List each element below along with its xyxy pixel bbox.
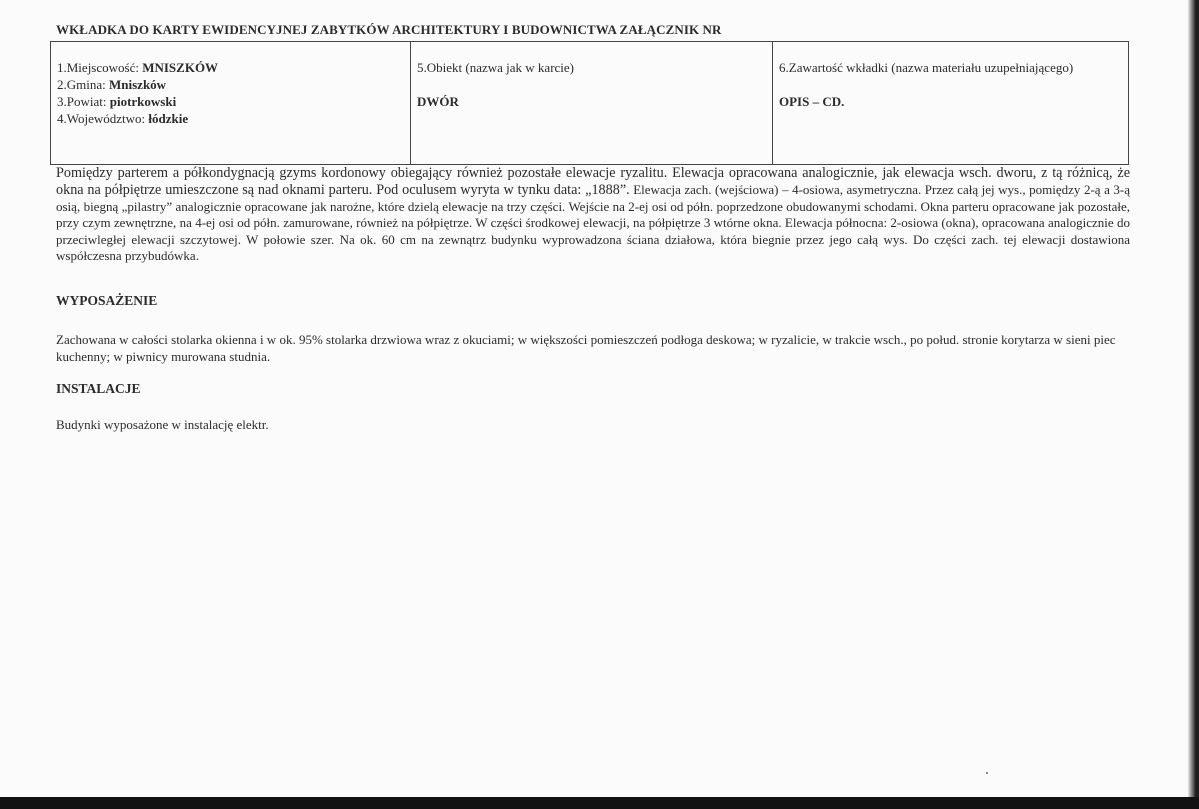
county-value: piotrkowski <box>109 94 177 109</box>
description-lead: Pomiędzy parterem a półkondygnacją gzyms kordonowy obiegający również pozostałe elewacje ryzalitu. Elewacja opracowana analogicznie, jak elewacja wsch. dworu, z tą różnicą, że okna na półpiętrze umieszczone są nad oknami parteru. Pod oculusem wyryta w tynku data: „1888”. <box>56 165 1130 198</box>
commune-label: 2.Gmina: <box>57 77 109 92</box>
info-table <box>50 42 1129 165</box>
installations-heading: INSTALACJE <box>56 381 141 396</box>
description-paragraph <box>56 165 1130 265</box>
voivodeship-value: łódzkie <box>148 111 189 126</box>
scan-edge-right <box>1188 0 1199 809</box>
contents-value: OPIS – CD. <box>779 94 845 109</box>
commune-value: Mniszków <box>109 77 167 92</box>
county-label: 3.Powiat: <box>57 94 110 109</box>
commune-line <box>57 76 410 93</box>
equipment-heading: WYPOSAŻENIE <box>56 293 158 308</box>
object-value: DWÓR <box>417 94 459 109</box>
object-label: 5.Obiekt (nazwa jak w karcie) <box>417 60 575 75</box>
voivodeship-label: 4.Województwo: <box>57 111 149 126</box>
locality-value: MNISZKÓW <box>142 60 219 75</box>
locality-label: 1.Miejscowość: <box>57 60 143 75</box>
contents-cell <box>773 42 1128 164</box>
description-rest: Elewacja zach. (wejściowa) – 4-osiowa, asymetryczna. Przez całą jej wys., pomiędzy 2-ą a 3-ą osią, biegną „pilastry” analogicznie opracowane jak narożne, które dzielą elewacje na trzy części. Wejście na 2-ej osi od półn. poprzedzone obudowanymi schodami. Okna parteru opracowane jak pozostałe, przy czym zewnętrzne, na 4-ej osi od półn. zamurowane, również na półpiętrze. W części środkowej elewacji, na półpiętrze 3 wtórne okna. Elewacja północna: 2-osiowa (okna), opracowana analogicznie do przeciwległej elewacji szczytowej. W połowie szer. Na ok. 60 cm na zewnątrz budynku wyprowadzona ściana działowa, która biegnie przez jego całą wys. Do części zach. tej elewacji dostawiona współczesna przybudówka. <box>56 182 1130 264</box>
location-cell <box>51 42 411 164</box>
scan-edge-bottom <box>0 797 1199 809</box>
contents-label: 6.Zawartość wkładki (nazwa materiału uzupełniającego) <box>779 60 1074 75</box>
installations-text: Budynki wyposażone w instalację elektr. <box>56 417 269 432</box>
object-cell <box>411 42 773 164</box>
equipment-text: Zachowana w całości stolarka okienna i w ok. 95% stolarka drzwiowa wraz z okuciami; w większości pomieszczeń podłoga deskowa; w ryzalicie, w trakcie wsch., po połud. stronie korytarza w sieni piec kuchenny; w piwnicy murowana studnia. <box>56 332 1116 364</box>
locality-line <box>57 59 410 76</box>
scan-speck <box>986 772 988 774</box>
voivodeship-line <box>57 110 410 127</box>
document-title: WKŁADKA DO KARTY EWIDENCYJNEJ ZABYTKÓW ARCHITEKTURY I BUDOWNICTWA ZAŁĄCZNIK NR <box>56 22 722 37</box>
county-line <box>57 93 410 110</box>
